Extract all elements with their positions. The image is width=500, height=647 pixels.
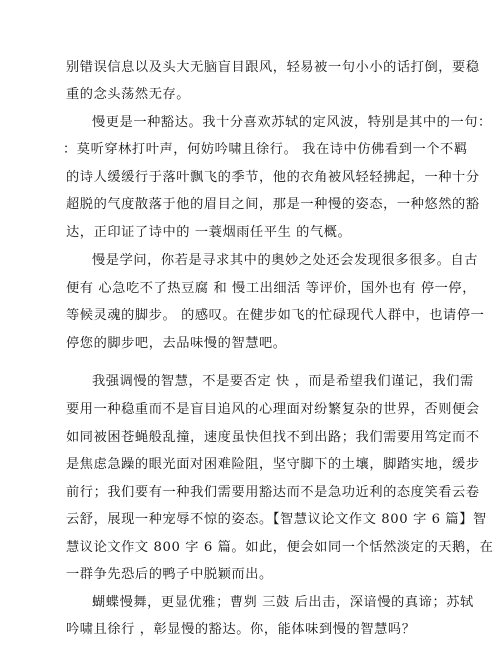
text-line: 是焦虑急躁的眼光面对困难险阻，坚守脚下的土壤，脚踏实地，缓步 [66,456,480,472]
text-line: 我强调慢的智慧，不是要否定 快 ，而是希望我们谨记，我们需 [92,374,474,390]
text-line: 一群争先恐后的鸭子中脱颖而出。 [66,566,273,582]
text-line: 的诗人缓缓行于落叶飘飞的季节，他的衣角被风轻轻拂起，一种十分 [66,170,480,186]
text-line: 停您的脚步吧，去品味慢的智慧吧。 [66,335,287,351]
text-line: 蝴蝶慢舞，更显优雅；曹刿 三鼓 后出击，深谙慢的真谛；苏轼 [92,594,474,610]
text-line: 慢是学问，你若是寻求其中的奥妙之处还会发现很多很多。自古 [92,252,479,268]
text-line: 别错误信息以及头大无脑盲目跟风，轻易被一句小小的话打倒，要稳 [66,60,480,75]
text-line: 达，正印证了诗中的 一蓑烟雨任平生 的气概。 [66,225,352,241]
text-line: 慧议论文作文 800 字 6 篇。如此，便会如同一个恬然淡定的天鹅，在 [66,539,494,555]
text-line: 要用一种稳重而不是盲目追风的心理面对纷繁复杂的世界，否则便会 [66,401,480,417]
text-line: 云舒，展现一种宠辱不惊的姿态。【智慧议论文作文 800 字 6 篇】智 [66,511,487,527]
text-line: 吟啸且徐行 ，彰显慢的豁达。你，能体味到慢的智慧吗？ [66,622,416,637]
text-line: 慢更是一种豁达。我十分喜欢苏轼的定风波，特别是其中的一句： [92,115,492,131]
text-line: 重的念头荡然无存。 [66,87,191,103]
text-line: 如同被困苍蝇般乱撞，速度虽快但找不到出路；我们需要用笃定而不 [66,429,480,445]
text-line: ：莫听穿林打叶声，何妨吟啸且徐行。 我在诗中仿佛看到一个不羁 [63,142,468,158]
text-line: 前行；我们要有一种我们需要用豁达而不是急功近利的态度笑看云卷 [66,484,480,500]
text-line: 等候灵魂的脚步。 的感叹。在健步如飞的忙碌现代人群中，也请停一 [66,307,485,323]
text-line: 超脱的气度散落于他的眉目之间，那是一种慢的姿态，一种悠然的豁 [66,197,480,213]
text-line: 便有 心急吃不了热豆腐 和 慢工出细活 等评价，国外也有 停一停， [66,280,477,296]
